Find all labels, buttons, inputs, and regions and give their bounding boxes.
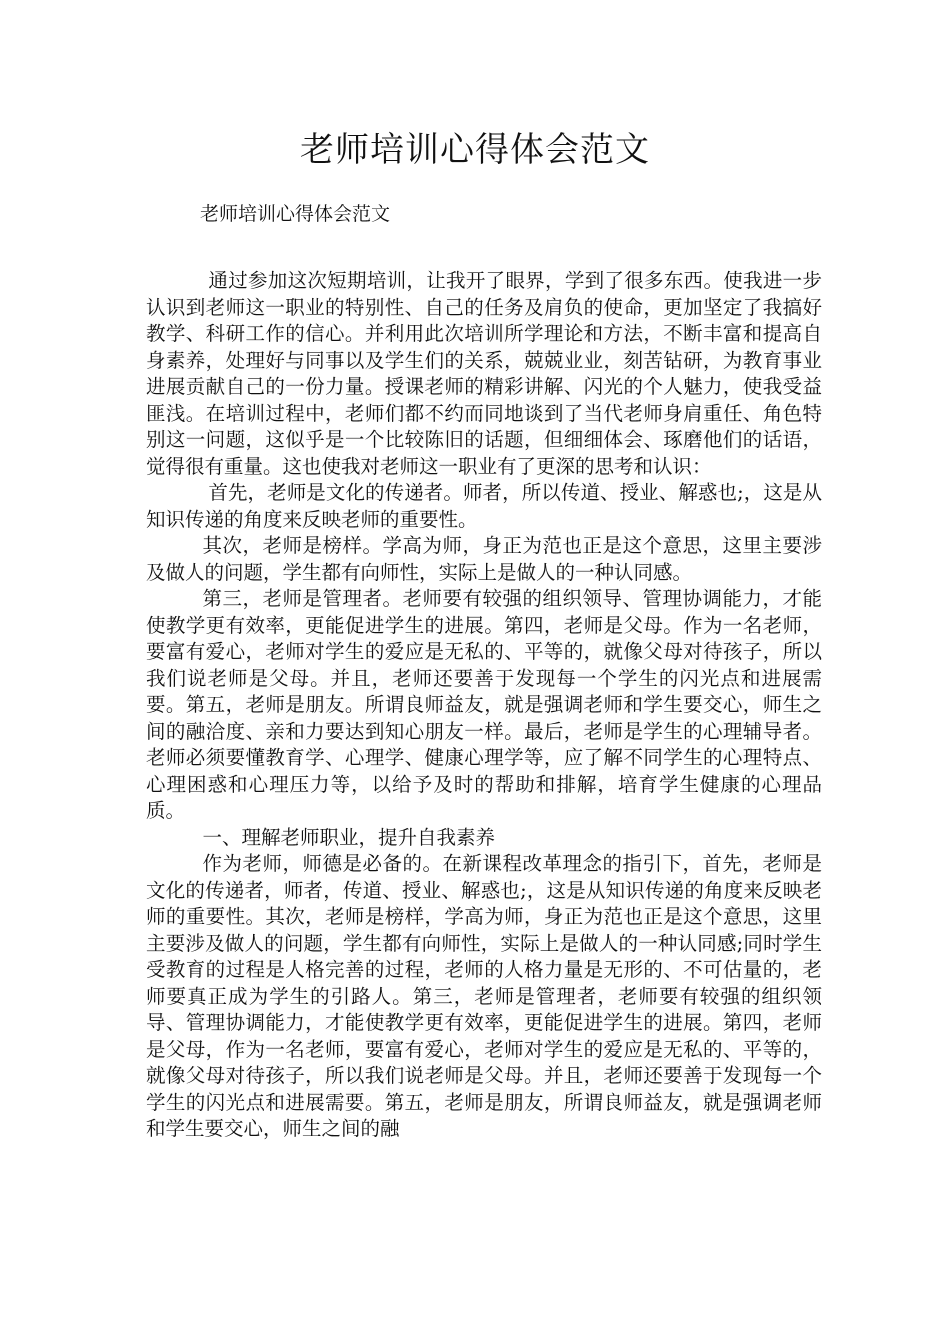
paragraph-third-point: 第三，老师是管理者。老师要有较强的组织领导、管理协调能力，才能使教学更有效率，更能促进学生的进展。第四，老师是父母。作为一名老师，要富有爱心，老师对学生的爱应是无私的、平等的，就像父母对待孩子，所以我们说老师是父母。并且，老师还要善于发现每一个学生的闪光点和进展需要。第五，老师是朋友。所谓良师益友，就是强调老师和学生要交心，师生之间的融洽度、亲和力要达到知心朋友一样。最后，老师是学生的心理辅导者。老师必须要懂教育学、心理学、健康心理学等，应了解不同学生的心理特点、心理困惑和心理压力等，以给予及时的帮助和排解，培育学生健康的心理品质。 <box>146 587 822 822</box>
paragraph-intro: 通过参加这次短期培训，让我开了眼界，学到了很多东西。使我进一步认识到老师这一职业的特别性、自己的任务及肩负的使命，更加坚定了我搞好教学、科研工作的信心。并利用此次培训所学理论和方法，不断丰富和提高自身素养，处理好与同事以及学生们的关系，兢兢业业，刻苦钻研，为教育事业进展贡献自己的一份力量。授课老师的精彩讲解、闪光的个人魅力，使我受益匪浅。在培训过程中，老师们都不约而同地谈到了当代老师身肩重任、角色特别这一问题，这似乎是一个比较陈旧的话题，但细细体会、琢磨他们的话语，觉得很有重量。这也使我对老师这一职业有了更深的思考和认识： <box>146 269 822 478</box>
paragraph-second-point: 其次，老师是榜样。学高为师，身正为范也正是这个意思，这里主要涉及做人的问题，学生都有向师性，实际上是做人的一种认同感。 <box>146 534 822 584</box>
paragraph-section-body: 作为老师，师德是必备的。在新课程改革理念的指引下，首先，老师是文化的传递者，师者，传道、授业、解惑也;，这是从知识传递的角度来反映老师的重要性。其次，老师是榜样，学高为师，身正为范也正是这个意思，这里主要涉及做人的问题，学生都有向师性，实际上是做人的一种认同感;同时学生受教育的过程是人格完善的过程，老师的人格力量是无形的、不可估量的，老师要真正成为学生的引路人。第三，老师是管理者，老师要有较强的组织领导、管理协调能力，才能使教学更有效率，更能促进学生的进展。第四，老师是父母，作为一名老师，要富有爱心，老师对学生的爱应是无私的、平等的，就像父母对待孩子，所以我们说老师是父母。并且，老师还要善于发现每一个学生的闪光点和进展需要。第五，老师是朋友，所谓良师益友，就是强调老师和学生要交心，师生之间的融 <box>146 852 822 1140</box>
document-title: 老师培训心得体会范文 <box>300 130 650 170</box>
section-heading: 一、理解老师职业，提升自我素养 <box>202 825 496 849</box>
document-subtitle: 老师培训心得体会范文 <box>200 203 391 225</box>
document-body <box>146 268 822 1143</box>
paragraph-first-point: 首先，老师是文化的传递者。师者，所以传道、授业、解惑也;，这是从知识传递的角度来反映老师的重要性。 <box>146 481 822 531</box>
